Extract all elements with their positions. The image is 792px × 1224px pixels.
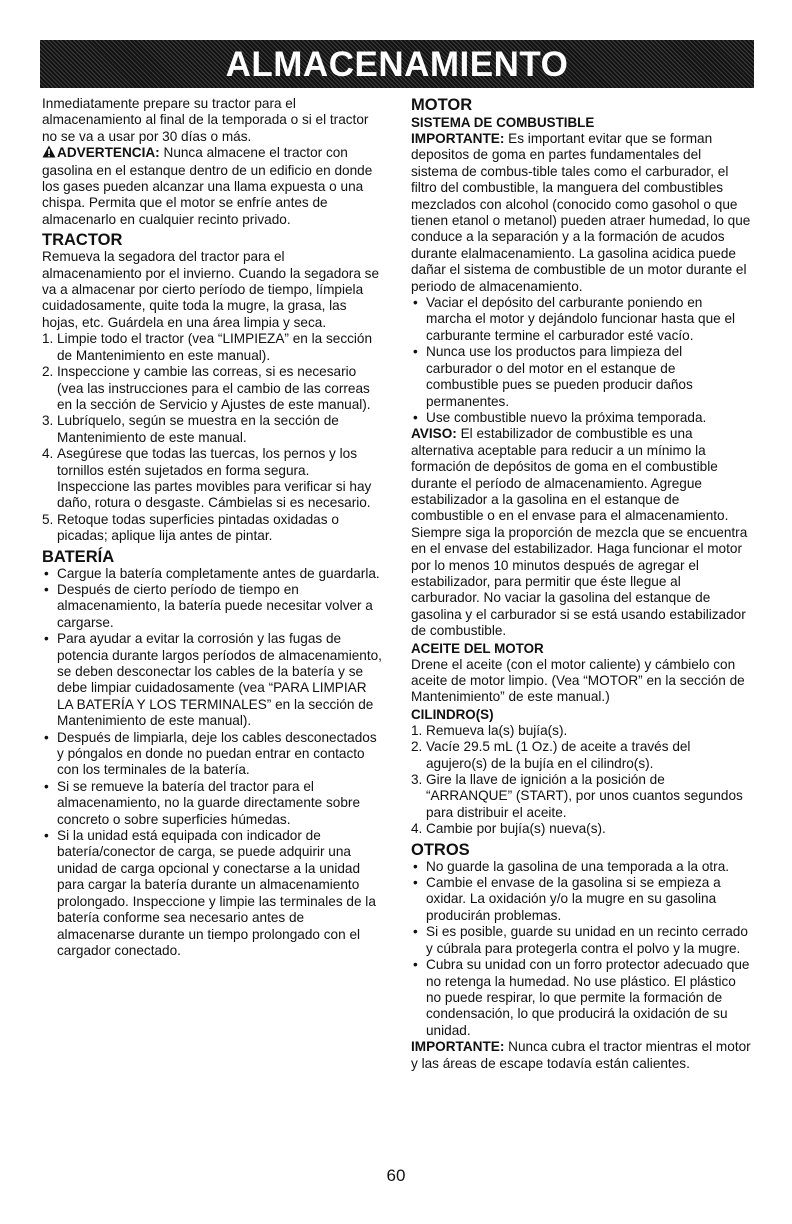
combustible-bullets: [411, 295, 751, 426]
bullet-text: Cargue la batería completamente antes de guardarla.: [57, 565, 380, 581]
bullet-icon: •: [44, 581, 49, 597]
bullet-text: Nunca use los productos para limpieza del carburador o del motor en el estanque de combustible pues se pueden producir daños permanentes.: [426, 344, 693, 409]
list-item: [42, 413, 384, 446]
bullet-text: Para ayudar a evitar la corrosión y las fugas de potencia durante largos períodos de almacenamiento, se deben desconectar los cables de la batería y se debe limpiar cuidadosamente (vea “PARA LIMPIAR LA BATERÍA Y LOS TERMINALES” en la sección de Mantenimiento de este manual).: [57, 631, 382, 729]
list-item: [411, 859, 751, 875]
bullet-icon: •: [413, 409, 418, 425]
left-column: [42, 96, 384, 959]
aceite-paragraph: Drene el aceite (con el motor caliente) y cámbielo con aceite de motor limpio. (Vea “MOTOR” en la sección de Mantenimiento” de este manual.): [411, 656, 745, 705]
list-item: [42, 331, 384, 364]
list-item: [42, 730, 384, 779]
step-text: Gire la llave de ignición a la posición de “ARRANQUE” (START), por unos cuantos segundos para distribuir el aceite.: [426, 772, 743, 820]
bullet-icon: •: [413, 344, 418, 360]
step-number: 2.: [42, 364, 54, 380]
step-text: Vacíe 29.5 mL (1 Oz.) de aceite a través del agujero(s) de la bujía en el cilindro(s).: [426, 739, 691, 771]
section-banner: [40, 40, 754, 88]
bateria-bullets: [42, 566, 384, 960]
step-text: Asegúrese que todas las tuercas, los pernos y los tornillos estén sujetados en forma segura. Inspeccione las partes movibles para verificar si hay daño, rotura o desgaste. Cámbielas si es necesario.: [57, 446, 372, 511]
list-item: [42, 364, 384, 413]
list-item: [411, 821, 751, 837]
list-item: [411, 723, 751, 739]
page-number: 60: [386, 1166, 406, 1185]
bullet-text: Use combustible nuevo la próxima temporada.: [426, 409, 707, 425]
bullet-icon: •: [44, 828, 49, 844]
step-number: 2.: [411, 739, 423, 755]
cilindros-steps: [411, 723, 751, 838]
step-text: Limpie todo el tractor (vea “LIMPIEZA” en la sección de Mantenimiento en este manual).: [57, 331, 373, 363]
bullet-text: Después de cierto período de tiempo en almacenamiento, la batería puede necesitar volver a cargarse.: [57, 581, 373, 630]
intro-paragraph: Inmediatamente prepare su tractor para el almacenamiento al final de la temporada o si el tractor no se va a usar por 30 días o más.: [42, 96, 369, 144]
aceite-heading: ACEITE DEL MOTOR: [411, 640, 544, 656]
tractor-intro: Remueva la segadora del tractor para el almacenamiento por el invierno. Cuando la segadora se va a almacenar por cierto período de tiempo, límpiela cuidadosamente, quite toda la mugre, la grasa, las hojas, etc. Guárdela en una área limpia y seca.: [42, 249, 380, 330]
bullet-text: Si se remueve la batería del tractor para el almacenamiento, no la guarde directamente sobre concreto o sobre superficies húmedas.: [57, 778, 361, 827]
bullet-text: Cambie el envase de la gasolina si se empieza a oxidar. La oxidación y/o la mugre en su gasolina producirán problemas.: [426, 875, 721, 923]
list-item: [411, 295, 751, 344]
bullet-icon: •: [413, 295, 418, 311]
list-item: [411, 739, 751, 772]
otros-bullets: [411, 859, 751, 1039]
importante-text: Nunca cubra el tractor mientras el motor y las áreas de escape todavía están calientes.: [411, 1039, 751, 1071]
warning-text: Nunca almacene el tractor con gasolina en el estanque dentro de un edificio en donde los gases pueden alcanzar una llama expuesta o una chispa. Permita que el motor se enfríe antes de almacenarlo en cualquier recinto privado.: [42, 145, 373, 227]
list-item: [411, 344, 751, 410]
bullet-icon: •: [44, 778, 49, 794]
list-item: [42, 566, 384, 582]
list-item: [411, 772, 751, 821]
section-title: ALMACENAMIENTO: [225, 44, 569, 84]
aviso-paragraph: [411, 426, 751, 639]
step-number: 1.: [42, 331, 54, 347]
bullet-text: Si la unidad está equipada con indicador de batería/conector de carga, se puede adquirir una unidad de carga opcional y conectarse a la unidad para cargar la batería durante un almacenamiento prolongado. Inspeccione y limpie las terminales de la batería conforme sea necesario antes de almacenarse durante un tiempo prolongado con el cargador conectado.: [57, 828, 376, 958]
step-number: 4.: [42, 446, 54, 462]
otros-importante-paragraph: [411, 1039, 751, 1072]
tractor-steps: [42, 331, 384, 544]
bateria-heading: BATERÍA: [42, 547, 115, 566]
step-text: Lubríquelo, según se muestra en la sección de Mantenimiento de este manual.: [57, 413, 339, 445]
cilindros-heading: CILINDRO(S): [411, 706, 494, 722]
aviso-text: El estabilizador de combustible es una alternativa aceptable para reducir a un mínimo la formación de depósitos de goma en el combustible durante el período de almacenamiento. Agregue estabilizador a la gasolina en el estanque de combustible o en el envase para el almacenamiento. Siempre siga la proporción de mezcla que se encuentra en el envase del estabilizador. Haga funcionar el motor por lo menos 10 minutos después de agregar el estabilizador, para permitir que éste llegue al carburador. No vaciar la gasolina del estanque de gasolina y el carburador si se está usando estabilizador de combustible.: [411, 426, 748, 639]
warning-label: ADVERTENCIA:: [57, 145, 160, 161]
list-item: [42, 446, 384, 512]
list-item: [42, 512, 384, 545]
importante-label: IMPORTANTE:: [411, 1039, 505, 1055]
step-text: Cambie por bujía(s) nueva(s).: [426, 821, 606, 837]
step-number: 3.: [411, 772, 423, 788]
importante-label: IMPORTANTE:: [411, 131, 505, 146]
list-item: [411, 957, 751, 1039]
right-column: [411, 96, 751, 1072]
step-number: 5.: [42, 511, 54, 527]
step-text: Inspeccione y cambie las correas, si es necesario (vea las instrucciones para el cambio de las correas en la sección de Servicio y Ajustes de este manual).: [57, 364, 371, 412]
motor-heading: MOTOR: [411, 96, 473, 114]
list-item: [42, 828, 384, 959]
warning-paragraph: [42, 145, 384, 228]
step-number: 3.: [42, 413, 54, 429]
list-item: [411, 924, 751, 957]
step-number: 4.: [411, 821, 423, 837]
bullet-text: Cubra su unidad con un forro protector adecuado que no retenga la humedad. No use plástico. El plástico no puede respirar, lo que permite la formación de condensación, lo que producirá la oxidación de su unidad.: [426, 957, 750, 1038]
importante-text: Es important evitar que se forman depositos de goma en partes fundamentales del sistema de combus-tible tales como el carburador, el filtro del combustible, la manguera del combustibles mezclados con alcohol (conocido como gasohol o que tienen etanol o metanol) pueden atraer humedad, lo que conduce a la separación y a la formación de acudos durante elalmacenamiento. La gasolina acidica puede dañar el sistema de combustible de un motor durante el periodo de almacenamiento.: [411, 131, 751, 294]
bullet-icon: •: [44, 631, 49, 647]
sistema-combustible-heading: SISTEMA DE COMBUSTIBLE: [411, 115, 595, 130]
list-item: [42, 779, 384, 828]
list-item: [411, 875, 751, 924]
bullet-text: Vaciar el depósito del carburante poniendo en marcha el motor y dejándolo funcionar hasta que el carburante termine el carburador esté vacío.: [426, 295, 736, 343]
list-item: [42, 631, 384, 729]
bullet-icon: •: [413, 875, 418, 891]
step-text: Remueva la(s) bujía(s).: [426, 722, 568, 738]
bullet-icon: •: [44, 729, 49, 745]
bullet-icon: •: [44, 565, 49, 581]
step-text: Retoque todas superficies pintadas oxidadas o picadas; aplique lija antes de pintar.: [57, 511, 339, 544]
bullet-icon: •: [413, 858, 418, 874]
warning-triangle-icon: [42, 145, 56, 162]
bullet-text: No guarde la gasolina de una temporada a la otra.: [426, 858, 730, 874]
bullet-icon: •: [413, 957, 418, 973]
bullet-text: Si es posible, guarde su unidad en un recinto cerrado y cúbrala para protegerla contra el polvo y la mugre.: [426, 924, 748, 956]
tractor-heading: TRACTOR: [42, 231, 123, 250]
importante-paragraph: [411, 131, 751, 295]
bullet-icon: •: [413, 924, 418, 940]
aviso-label: AVISO:: [411, 426, 457, 442]
list-item: [411, 410, 751, 426]
step-number: 1.: [411, 722, 423, 738]
bullet-text: Después de limpiarla, deje los cables desconectados y póngalos en donde no puedan entrar en contacto con los terminales de la batería.: [57, 729, 377, 778]
otros-heading: OTROS: [411, 840, 470, 859]
list-item: [42, 582, 384, 631]
